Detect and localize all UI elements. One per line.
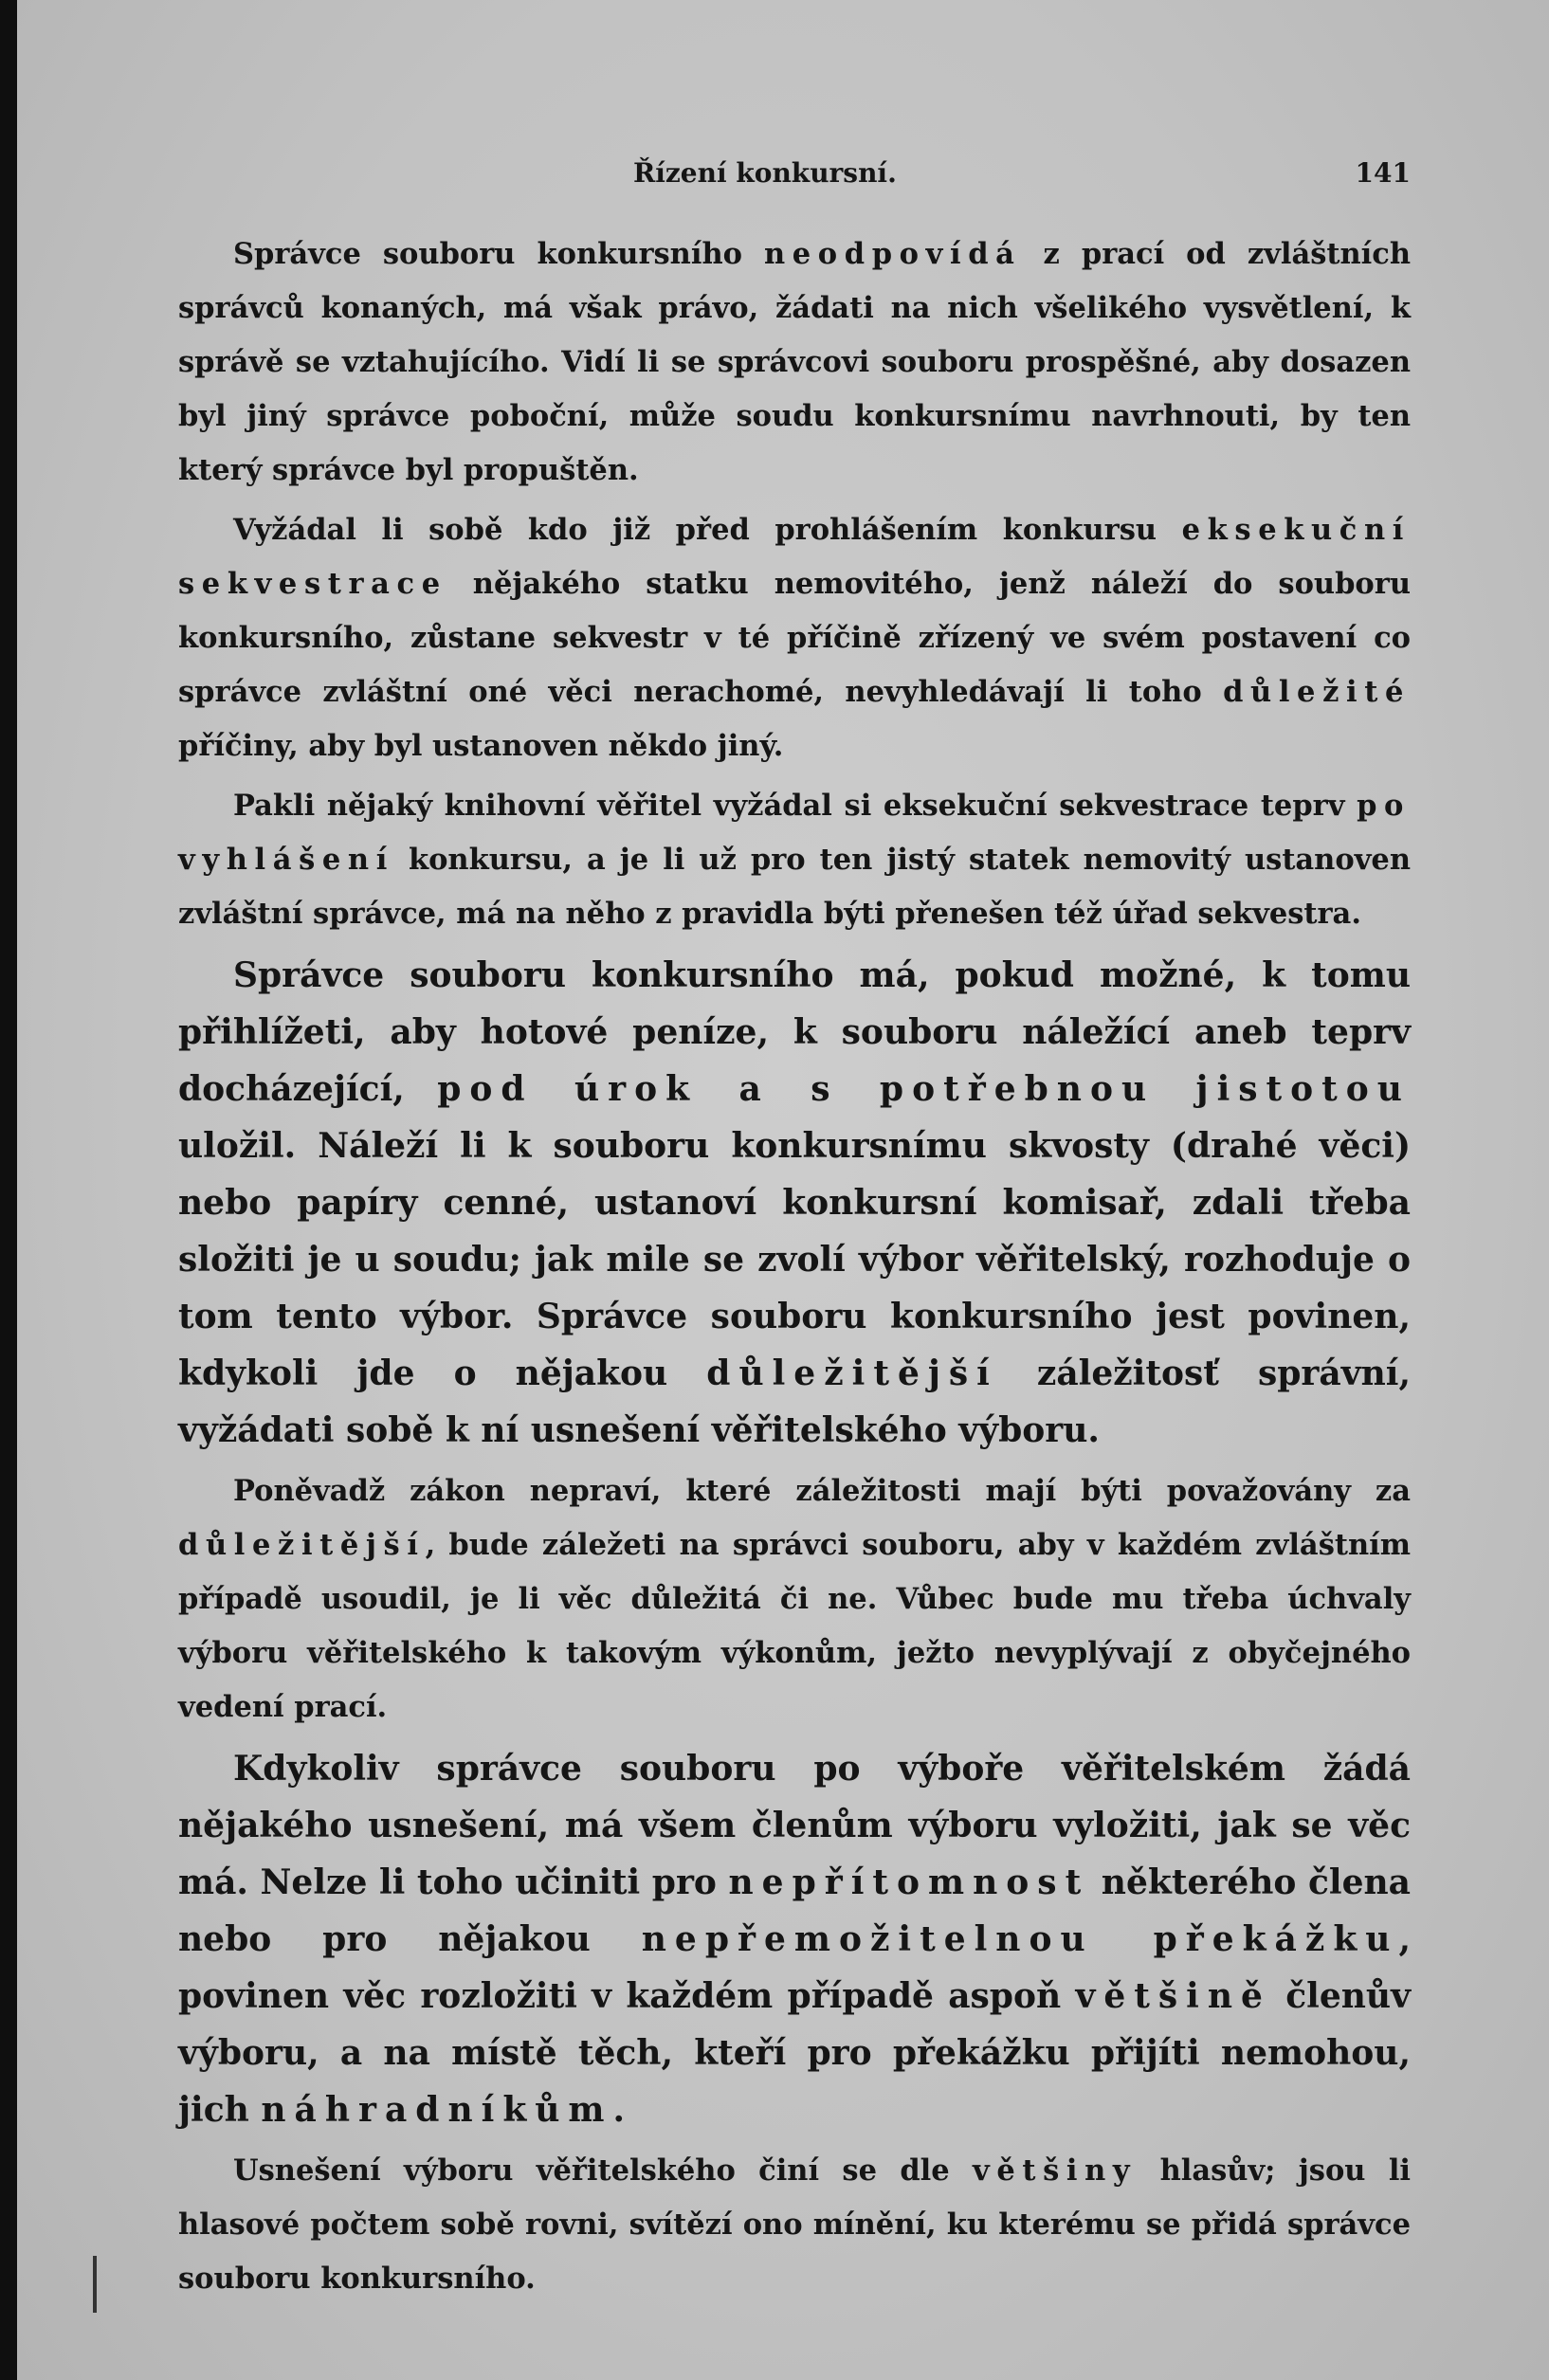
text-run: , bude záležeti na správci souboru, aby v každém zvláštním případě usoudil, je li věc důležitá či ne. Vůbec bude mu třeba úchvaly výboru věřitelského k takovým výkonům, ježto nevyplývají z obyčejného vedení prací. <box>178 1528 1411 1724</box>
spaced-emphasis: pod úrok a s potřebnou jistotou <box>437 1069 1411 1109</box>
text-run: . <box>612 2090 626 2130</box>
paragraph <box>178 779 1411 941</box>
text-run: Správce souboru konkursního má, pokud možné, k tomu přihlížeti, aby hotové peníze, k souboru náležící aneb teprv docházející, <box>178 955 1411 1109</box>
text-run: záležitosť správní, vyžádati sobě k ní usnešení věřitelského výboru. <box>178 1354 1411 1450</box>
paragraph <box>178 2144 1411 2306</box>
spaced-emphasis: neodpovídá <box>763 237 1022 271</box>
paragraph <box>178 1740 1411 2138</box>
text-run: některého člena nebo pro nějakou <box>178 1862 1411 1959</box>
spaced-emphasis: nepřítomnost <box>728 1862 1090 1902</box>
paragraph <box>178 1464 1411 1735</box>
text-run: členův výboru, a na místě těch, kteří pro překážku přijíti nemohou, jich <box>178 1976 1411 2130</box>
text-run: Správce souboru konkursního <box>233 237 764 271</box>
text-run: hlasův; jsou li hlasové počtem sobě rovni, svítězí ono mínění, ku kterému se přidá správce souboru konkursního. <box>178 2153 1411 2296</box>
spaced-emphasis: nepřemožitelnou překážku <box>641 1919 1399 1959</box>
text-run: konkursu, a je li už pro ten jistý statek nemovitý ustanoven zvláštní správce, má na něho z pravidla býti přenešen též úřad sekvestra. <box>178 843 1411 931</box>
running-header <box>178 152 1411 209</box>
spaced-emphasis: většiny <box>972 2153 1138 2188</box>
text-run: příčiny, aby byl ustanoven někdo jiný. <box>178 729 784 763</box>
body-text <box>178 227 1411 2312</box>
text-run: nějakého statku nemovitého, jenž náleží do souboru konkursního, zůstane sekvestr v té příčině zřízený ve svém postavení co správce zvláštní oné věci nerachomé, nevyhledávají li toho <box>178 567 1411 709</box>
text-run: Kdykoliv správce souboru po výboře věřitelském žádá nějakého usnešení, má všem členům výboru vyložiti, jak se věc má. Nelze li toho učiniti pro <box>178 1749 1411 1902</box>
text-run: Usnešení výboru věřitelského činí se dle <box>233 2153 973 2188</box>
spaced-emphasis: většině <box>1075 1976 1271 2016</box>
spaced-emphasis: důležitější <box>178 1528 426 1562</box>
spaced-emphasis: eksekuční sekvestrace <box>178 513 1411 601</box>
ink-mark <box>93 2256 97 2313</box>
paragraph <box>178 227 1411 498</box>
page-number: 141 <box>1355 157 1411 189</box>
paragraph <box>178 947 1411 1459</box>
spaced-emphasis: důležitější <box>706 1354 998 1393</box>
spaced-emphasis: důležité <box>1223 675 1411 709</box>
text-run: Poněvadž zákon nepraví, které záležitosti mají býti považovány za <box>233 1474 1411 1508</box>
spaced-emphasis: náhradníkům <box>261 2090 613 2130</box>
text-run: Vyžádal li sobě kdo již před prohlášením konkursu <box>233 513 1182 547</box>
text-run: z prací od zvláštních správců konaných, má však právo, žádati na nich všelikého vysvětlení, k správě se vztahujícího. Vidí li se správcovi souboru prospěšné, aby dosazen byl jiný správce poboční, může soudu konkursnímu navrhnouti, by ten který správce byl propuštěn. <box>178 237 1412 487</box>
text-run: Pakli nějaký knihovní věřitel vyžádal si eksekuční sekvestrace teprv <box>233 789 1358 823</box>
spaced-emphasis: po vyhlášení <box>178 789 1411 877</box>
text-run: , povinen věc rozložiti v každém případě aspoň <box>178 1919 1411 2016</box>
paragraph <box>178 503 1411 773</box>
running-title: Řízení konkursní. <box>633 157 897 189</box>
text-run: uložil. Náleží li k souboru konkursnímu skvosty (drahé věci) nebo papíry cenné, ustanoví konkursní komisař, zdali třeba složiti je u soudu; jak mile se zvolí výbor věřitelský, rozhoduje o tom tento výbor. Správce souboru konkursního jest povinen, kdykoli jde o nějakou <box>178 1126 1411 1393</box>
book-page <box>17 0 1549 2380</box>
